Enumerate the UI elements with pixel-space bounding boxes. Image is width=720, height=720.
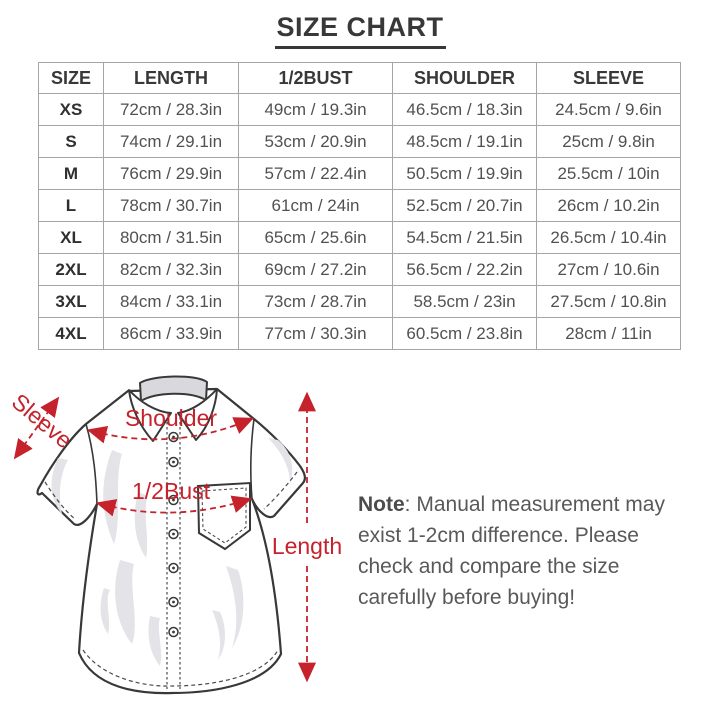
column-header: LENGTH: [104, 63, 239, 94]
page-title: SIZE CHART: [275, 12, 446, 49]
cell-length: 80cm / 31.5in: [104, 222, 239, 254]
cell-size: 4XL: [39, 318, 104, 350]
table-row: [39, 158, 681, 190]
cell-shoulder: 58.5cm / 23in: [393, 286, 537, 318]
cell-bust: 65cm / 25.6in: [239, 222, 393, 254]
cell-shoulder: 56.5cm / 22.2in: [393, 254, 537, 286]
cell-sleeve: 26.5cm / 10.4in: [537, 222, 681, 254]
note-text: [358, 489, 682, 613]
note-label: Note: [358, 493, 405, 516]
table-row: [39, 254, 681, 286]
cell-sleeve: 27cm / 10.6in: [537, 254, 681, 286]
cell-length: 72cm / 28.3in: [104, 94, 239, 126]
cell-sleeve: 25.5cm / 10in: [537, 158, 681, 190]
cell-bust: 69cm / 27.2in: [239, 254, 393, 286]
cell-length: 76cm / 29.9in: [104, 158, 239, 190]
cell-sleeve: 27.5cm / 10.8in: [537, 286, 681, 318]
column-header: SLEEVE: [537, 63, 681, 94]
cell-size: 2XL: [39, 254, 104, 286]
size-table-body: [39, 94, 681, 350]
size-table-header: [39, 63, 681, 94]
cell-shoulder: 52.5cm / 20.7in: [393, 190, 537, 222]
sleeve-label: Sleeve: [6, 388, 78, 454]
cell-bust: 77cm / 30.3in: [239, 318, 393, 350]
cell-length: 84cm / 33.1in: [104, 286, 239, 318]
table-row: [39, 94, 681, 126]
cell-shoulder: 48.5cm / 19.1in: [393, 126, 537, 158]
shoulder-label: Shoulder: [124, 405, 218, 431]
cell-shoulder: 60.5cm / 23.8in: [393, 318, 537, 350]
cell-length: 78cm / 30.7in: [104, 190, 239, 222]
cell-length: 74cm / 29.1in: [104, 126, 239, 158]
page-title-wrap: [0, 12, 720, 49]
shirt-measurement-diagram: [0, 372, 348, 720]
cell-shoulder: 54.5cm / 21.5in: [393, 222, 537, 254]
cell-bust: 49cm / 19.3in: [239, 94, 393, 126]
cell-length: 82cm / 32.3in: [104, 254, 239, 286]
cell-sleeve: 28cm / 11in: [537, 318, 681, 350]
column-header: SHOULDER: [393, 63, 537, 94]
cell-sleeve: 24.5cm / 9.6in: [537, 94, 681, 126]
cell-size: M: [39, 158, 104, 190]
bust-label: 1/2Bust: [132, 478, 210, 504]
cell-size: 3XL: [39, 286, 104, 318]
column-header: 1/2BUST: [239, 63, 393, 94]
cell-size: XL: [39, 222, 104, 254]
table-row: [39, 318, 681, 350]
table-row: [39, 286, 681, 318]
table-row: [39, 222, 681, 254]
table-row: [39, 126, 681, 158]
cell-sleeve: 25cm / 9.8in: [537, 126, 681, 158]
length-label: Length: [271, 533, 343, 559]
cell-sleeve: 26cm / 10.2in: [537, 190, 681, 222]
table-row: [39, 190, 681, 222]
size-chart-table: [38, 62, 681, 350]
cell-shoulder: 50.5cm / 19.9in: [393, 158, 537, 190]
header-row: [39, 63, 681, 94]
cell-bust: 73cm / 28.7in: [239, 286, 393, 318]
cell-size: L: [39, 190, 104, 222]
cell-size: XS: [39, 94, 104, 126]
cell-shoulder: 46.5cm / 18.3in: [393, 94, 537, 126]
cell-bust: 61cm / 24in: [239, 190, 393, 222]
cell-bust: 57cm / 22.4in: [239, 158, 393, 190]
column-header: SIZE: [39, 63, 104, 94]
note-body: : Manual measurement may exist 1-2cm difference. Please check and compare the size carefully before buying!: [358, 493, 665, 609]
cell-length: 86cm / 33.9in: [104, 318, 239, 350]
cell-size: S: [39, 126, 104, 158]
cell-bust: 53cm / 20.9in: [239, 126, 393, 158]
